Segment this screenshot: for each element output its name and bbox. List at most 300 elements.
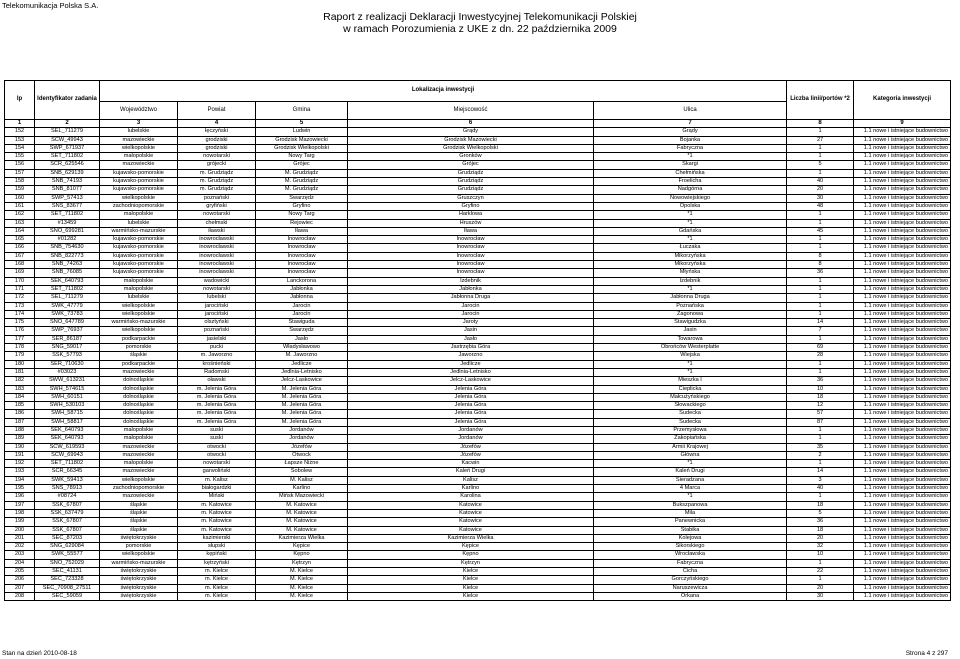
cell-ulica: Jabłonna Druga: [594, 294, 787, 302]
cell-id: SEC_59059: [35, 592, 100, 600]
cell-id: SNO_647789: [35, 319, 100, 327]
cell-ulica: Nadgórna: [594, 186, 787, 194]
cell-powiat: słupski: [178, 543, 256, 551]
cell-gmina: Jordanów: [256, 435, 348, 443]
cell-wojewodztwo: podkarpackie: [100, 360, 178, 368]
cell-lp: 162: [5, 211, 35, 219]
table-row: [5, 485, 951, 493]
cell-liczba: 36: [787, 377, 854, 385]
cell-ulica: Towarowa: [594, 335, 787, 343]
cell-liczba: 1: [787, 435, 854, 443]
table-row: [5, 468, 951, 476]
cell-powiat: m. Kielce: [178, 568, 256, 576]
column-number: 7: [594, 120, 787, 128]
cell-miejscowosc: Kielce: [348, 576, 594, 584]
table-row: [5, 518, 951, 526]
cell-powiat: m. Kielce: [178, 584, 256, 592]
table-row: [5, 476, 951, 484]
cell-ulica: Panewnicka: [594, 518, 787, 526]
report-title-line1: Raport z realizacji Deklaracji Inwestycyjnej Telekomunikacji Polskiej: [323, 11, 637, 23]
cell-liczba: 40: [787, 485, 854, 493]
cell-miejscowosc: Jelenia Góra: [348, 410, 594, 418]
cell-liczba: 18: [787, 526, 854, 534]
cell-kategoria: 1.1 nowe i istniejące budownictwo: [854, 319, 951, 327]
cell-kategoria: 1.1 nowe i istniejące budownictwo: [854, 327, 951, 335]
cell-gmina: Jarocin: [256, 302, 348, 310]
cell-kategoria: 1.1 nowe i istniejące budownictwo: [854, 219, 951, 227]
cell-miejscowosc: Inowrocław: [348, 244, 594, 252]
cell-powiat: m. Jelenia Góra: [178, 418, 256, 426]
table-row: [5, 559, 951, 567]
table-row: [5, 269, 951, 277]
cell-lp: 199: [5, 518, 35, 526]
cell-id: SWH_60151: [35, 393, 100, 401]
cell-wojewodztwo: świętokrzyskie: [100, 592, 178, 600]
cell-ulica: Mila: [594, 509, 787, 517]
cell-kategoria: 1.1 nowe i istniejące budownictwo: [854, 144, 951, 152]
cell-id: SCW_49943: [35, 136, 100, 144]
cell-lp: 186: [5, 410, 35, 418]
table-row: [5, 277, 951, 285]
cell-powiat: poznański: [178, 327, 256, 335]
table-row: [5, 584, 951, 592]
cell-wojewodztwo: kujawsko-pomorskie: [100, 186, 178, 194]
cell-gmina: Grodzisk Mazowiecki: [256, 136, 348, 144]
cell-kategoria: 1.1 nowe i istniejące budownictwo: [854, 393, 951, 401]
cell-wojewodztwo: małopolskie: [100, 426, 178, 434]
cell-gmina: M. Jelenia Góra: [256, 410, 348, 418]
cell-powiat: kazimierski: [178, 534, 256, 542]
cell-wojewodztwo: dolnośląskie: [100, 385, 178, 393]
cell-wojewodztwo: dolnośląskie: [100, 393, 178, 401]
investment-table: [4, 80, 951, 601]
cell-id: SEK_640793: [35, 426, 100, 434]
cell-kategoria: 1.1 nowe i istniejące budownictwo: [854, 294, 951, 302]
cell-lp: 182: [5, 377, 35, 385]
table-row: [5, 576, 951, 584]
cell-gmina: Mińsk Mazowiecki: [256, 493, 348, 501]
cell-id: SET_711802: [35, 285, 100, 293]
cell-gmina: M. Jaworzno: [256, 352, 348, 360]
table-row: [5, 410, 951, 418]
cell-kategoria: 1.1 nowe i istniejące budownictwo: [854, 526, 951, 534]
cell-id: SNB_81077: [35, 186, 100, 194]
report-title: [0, 11, 960, 35]
cell-wojewodztwo: mazowieckie: [100, 161, 178, 169]
cell-kategoria: 1.1 nowe i istniejące budownictwo: [854, 285, 951, 293]
cell-gmina: Inowrocław: [256, 269, 348, 277]
table-row: [5, 178, 951, 186]
header-gmina: Gmina: [256, 102, 348, 120]
header-wojewodztwo: Województwo: [100, 102, 178, 120]
cell-kategoria: 1.1 nowe i istniejące budownictwo: [854, 261, 951, 269]
cell-miejscowosc: Gronków: [348, 153, 594, 161]
cell-powiat: m. Jelenia Góra: [178, 385, 256, 393]
header-lokalizacja: Lokalizacja inwestycji: [100, 81, 787, 102]
table-row: [5, 335, 951, 343]
cell-powiat: m. Jelenia Góra: [178, 393, 256, 401]
cell-lp: 205: [5, 568, 35, 576]
cell-powiat: oławski: [178, 377, 256, 385]
cell-gmina: Lanckorona: [256, 277, 348, 285]
cell-lp: 170: [5, 277, 35, 285]
cell-powiat: m. Kielce: [178, 592, 256, 600]
cell-wojewodztwo: małopolskie: [100, 211, 178, 219]
cell-liczba: 1: [787, 219, 854, 227]
header-ulica: Ulica: [594, 102, 787, 120]
cell-gmina: Jedlicze: [256, 360, 348, 368]
cell-liczba: 14: [787, 468, 854, 476]
cell-liczba: 40: [787, 178, 854, 186]
cell-lp: 156: [5, 161, 35, 169]
cell-gmina: M. Kielce: [256, 568, 348, 576]
cell-id: SEC_87203: [35, 534, 100, 542]
cell-powiat: m. Katowice: [178, 526, 256, 534]
cell-id: SEL_711279: [35, 294, 100, 302]
cell-miejscowosc: Kielce: [348, 568, 594, 576]
cell-lp: 176: [5, 327, 35, 335]
cell-powiat: otwocki: [178, 443, 256, 451]
cell-id: #13459: [35, 219, 100, 227]
cell-gmina: M. Jelenia Góra: [256, 385, 348, 393]
cell-kategoria: 1.1 nowe i istniejące budownictwo: [854, 451, 951, 459]
table-row: [5, 344, 951, 352]
cell-ulica: Mikorzyńska: [594, 252, 787, 260]
cell-liczba: 5: [787, 509, 854, 517]
cell-gmina: Sobolew: [256, 468, 348, 476]
cell-id: SER_710630: [35, 360, 100, 368]
table-row: [5, 310, 951, 318]
cell-liczba: 48: [787, 202, 854, 210]
cell-miejscowosc: Grądy: [348, 128, 594, 136]
cell-powiat: grójecki: [178, 161, 256, 169]
cell-powiat: jarociński: [178, 302, 256, 310]
cell-id: SNB_629139: [35, 169, 100, 177]
cell-gmina: Józefów: [256, 443, 348, 451]
cell-gmina: M. Jelenia Góra: [256, 418, 348, 426]
cell-wojewodztwo: świętokrzyskie: [100, 534, 178, 542]
cell-powiat: poznański: [178, 194, 256, 202]
cell-kategoria: 1.1 nowe i istniejące budownictwo: [854, 344, 951, 352]
cell-liczba: 30: [787, 194, 854, 202]
cell-lp: 191: [5, 451, 35, 459]
cell-miejscowosc: Inowrocław: [348, 269, 594, 277]
table-row: [5, 236, 951, 244]
cell-wojewodztwo: pomorskie: [100, 344, 178, 352]
cell-kategoria: 1.1 nowe i istniejące budownictwo: [854, 584, 951, 592]
cell-wojewodztwo: świętokrzyskie: [100, 584, 178, 592]
cell-lp: 204: [5, 559, 35, 567]
cell-ulica: Chełmińska: [594, 169, 787, 177]
header-id: Identyfikator zadania: [35, 81, 100, 120]
cell-wojewodztwo: mazowieckie: [100, 136, 178, 144]
cell-lp: 166: [5, 244, 35, 252]
header-liczba: Liczba linii/portów *2: [787, 81, 854, 120]
cell-ulica: Mikorzyńska: [594, 261, 787, 269]
cell-gmina: M. Grudziądz: [256, 186, 348, 194]
cell-id: SET_711802: [35, 153, 100, 161]
cell-id: SSK_57793: [35, 352, 100, 360]
cell-id: SNO_699281: [35, 227, 100, 235]
cell-lp: 187: [5, 418, 35, 426]
cell-miejscowosc: Hruszów: [348, 219, 594, 227]
cell-gmina: Jarocin: [256, 310, 348, 318]
cell-miejscowosc: Jelenia Góra: [348, 402, 594, 410]
cell-liczba: 1: [787, 310, 854, 318]
cell-lp: 184: [5, 393, 35, 401]
cell-liczba: 1: [787, 236, 854, 244]
cell-lp: 160: [5, 194, 35, 202]
cell-miejscowosc: Grudziądz: [348, 178, 594, 186]
cell-gmina: M. Kielce: [256, 576, 348, 584]
cell-miejscowosc: Karolina: [348, 493, 594, 501]
cell-kategoria: 1.1 nowe i istniejące budownictwo: [854, 236, 951, 244]
cell-wojewodztwo: mazowieckie: [100, 493, 178, 501]
cell-wojewodztwo: warmińsko-mazurskie: [100, 319, 178, 327]
cell-gmina: Nowy Targ: [256, 211, 348, 219]
cell-kategoria: 1.1 nowe i istniejące budownictwo: [854, 385, 951, 393]
cell-powiat: jasielski: [178, 335, 256, 343]
cell-kategoria: 1.1 nowe i istniejące budownictwo: [854, 468, 951, 476]
cell-ulica: *1: [594, 219, 787, 227]
cell-miejscowosc: Jelenia Góra: [348, 393, 594, 401]
cell-wojewodztwo: zachodniopomorskie: [100, 202, 178, 210]
cell-miejscowosc: Jastrzębia Góra: [348, 344, 594, 352]
table-row: [5, 211, 951, 219]
cell-gmina: Kazimierza Wielka: [256, 534, 348, 542]
cell-powiat: suski: [178, 426, 256, 434]
cell-gmina: M. Kielce: [256, 592, 348, 600]
cell-liczba: 36: [787, 518, 854, 526]
table-row: [5, 426, 951, 434]
cell-gmina: Jasło: [256, 335, 348, 343]
cell-lp: 158: [5, 178, 35, 186]
cell-powiat: gryfiński: [178, 202, 256, 210]
cell-wojewodztwo: małopolskie: [100, 285, 178, 293]
cell-miejscowosc: Katowice: [348, 509, 594, 517]
table-row: [5, 144, 951, 152]
cell-gmina: M. Katowice: [256, 509, 348, 517]
column-number: 9: [854, 120, 951, 128]
cell-wojewodztwo: wielkopolskie: [100, 327, 178, 335]
cell-gmina: Rejowiec: [256, 219, 348, 227]
cell-powiat: m. Jelenia Góra: [178, 410, 256, 418]
table-row: [5, 153, 951, 161]
cell-miejscowosc: Jabłonka: [348, 285, 594, 293]
table-body: [5, 128, 951, 601]
cell-liczba: 1: [787, 294, 854, 302]
cell-liczba: 36: [787, 269, 854, 277]
cell-miejscowosc: Kacwin: [348, 460, 594, 468]
table-row: [5, 261, 951, 269]
cell-id: SWH_58715: [35, 410, 100, 418]
cell-wojewodztwo: pomorskie: [100, 543, 178, 551]
cell-wojewodztwo: lubelskie: [100, 294, 178, 302]
cell-lp: 168: [5, 261, 35, 269]
cell-ulica: Sudecka: [594, 418, 787, 426]
cell-powiat: krośnieński: [178, 360, 256, 368]
cell-ulica: Sieradzana: [594, 476, 787, 484]
table-row: [5, 368, 951, 376]
cell-ulica: *1: [594, 460, 787, 468]
cell-liczba: 1: [787, 360, 854, 368]
cell-liczba: 27: [787, 136, 854, 144]
cell-liczba: 1: [787, 460, 854, 468]
column-number: 8: [787, 120, 854, 128]
cell-liczba: 20: [787, 534, 854, 542]
cell-kategoria: 1.1 nowe i istniejące budownictwo: [854, 335, 951, 343]
cell-powiat: grodziski: [178, 136, 256, 144]
cell-wojewodztwo: kujawsko-pomorskie: [100, 269, 178, 277]
cell-id: SWP_57413: [35, 194, 100, 202]
cell-kategoria: 1.1 nowe i istniejące budownictwo: [854, 543, 951, 551]
cell-liczba: 1: [787, 559, 854, 567]
cell-miejscowosc: Kępno: [348, 551, 594, 559]
cell-liczba: 22: [787, 568, 854, 576]
cell-gmina: Swarzędz: [256, 194, 348, 202]
cell-ulica: Cicha: [594, 568, 787, 576]
cell-miejscowosc: Grójec: [348, 161, 594, 169]
cell-wojewodztwo: kujawsko-pomorskie: [100, 169, 178, 177]
cell-gmina: M. Kalisz: [256, 476, 348, 484]
column-number: 5: [256, 120, 348, 128]
cell-lp: 169: [5, 269, 35, 277]
cell-wojewodztwo: śląskie: [100, 352, 178, 360]
cell-ulica: Fabryczna: [594, 559, 787, 567]
table-row: [5, 244, 951, 252]
cell-id: SEC_70908_27511: [35, 584, 100, 592]
cell-lp: 190: [5, 443, 35, 451]
cell-wojewodztwo: małopolskie: [100, 153, 178, 161]
cell-kategoria: 1.1 nowe i istniejące budownictwo: [854, 178, 951, 186]
cell-kategoria: 1.1 nowe i istniejące budownictwo: [854, 518, 951, 526]
cell-wojewodztwo: śląskie: [100, 501, 178, 509]
cell-gmina: M. Jelenia Góra: [256, 393, 348, 401]
cell-wojewodztwo: podkarpackie: [100, 335, 178, 343]
cell-liczba: 1: [787, 302, 854, 310]
cell-lp: 208: [5, 592, 35, 600]
cell-lp: 188: [5, 426, 35, 434]
cell-id: SSK_67807: [35, 518, 100, 526]
cell-wojewodztwo: lubelskie: [100, 128, 178, 136]
cell-lp: 163: [5, 219, 35, 227]
cell-liczba: 57: [787, 410, 854, 418]
table-row: [5, 302, 951, 310]
cell-id: SCR_625546: [35, 161, 100, 169]
cell-liczba: 69: [787, 344, 854, 352]
cell-liczba: 1: [787, 244, 854, 252]
cell-lp: 175: [5, 319, 35, 327]
cell-miejscowosc: Kętrzyn: [348, 559, 594, 567]
cell-ulica: Łuczaka: [594, 244, 787, 252]
cell-liczba: 7: [787, 327, 854, 335]
cell-miejscowosc: Iława: [348, 227, 594, 235]
cell-ulica: Obrońców Westerplatte: [594, 344, 787, 352]
cell-kategoria: 1.1 nowe i istniejące budownictwo: [854, 576, 951, 584]
cell-wojewodztwo: małopolskie: [100, 460, 178, 468]
cell-lp: 181: [5, 368, 35, 376]
cell-powiat: jarociński: [178, 310, 256, 318]
cell-lp: 152: [5, 128, 35, 136]
cell-miejscowosc: Jaroty: [348, 319, 594, 327]
cell-miejscowosc: Kielce: [348, 592, 594, 600]
cell-id: SWH_58817: [35, 418, 100, 426]
cell-miejscowosc: Grodzisk Wielkopolski: [348, 144, 594, 152]
table-header: [5, 81, 951, 128]
cell-gmina: Grójec: [256, 161, 348, 169]
cell-id: SWH_530103: [35, 402, 100, 410]
cell-wojewodztwo: mazowieckie: [100, 443, 178, 451]
cell-lp: 185: [5, 402, 35, 410]
cell-ulica: *1: [594, 236, 787, 244]
cell-id: SWK_73783: [35, 310, 100, 318]
cell-gmina: Jordanów: [256, 426, 348, 434]
cell-miejscowosc: Harklowa: [348, 211, 594, 219]
table-row: [5, 551, 951, 559]
cell-gmina: Ludwin: [256, 128, 348, 136]
cell-kategoria: 1.1 nowe i istniejące budownictwo: [854, 476, 951, 484]
cell-ulica: Gorczyńskiego: [594, 576, 787, 584]
cell-powiat: m. Kalisz: [178, 476, 256, 484]
table-row: [5, 327, 951, 335]
cell-powiat: Radomski: [178, 368, 256, 376]
column-numbers-row: [5, 120, 951, 128]
cell-powiat: inowrocławski: [178, 269, 256, 277]
cell-liczba: 45: [787, 227, 854, 235]
cell-kategoria: 1.1 nowe i istniejące budownictwo: [854, 352, 951, 360]
table-row: [5, 534, 951, 542]
table-row: [5, 161, 951, 169]
cell-id: #01282: [35, 236, 100, 244]
table-row: [5, 360, 951, 368]
cell-lp: 203: [5, 551, 35, 559]
cell-miejscowosc: Jedlnia-Letnisko: [348, 368, 594, 376]
cell-lp: 200: [5, 526, 35, 534]
cell-ulica: Wrocławska: [594, 551, 787, 559]
cell-lp: 161: [5, 202, 35, 210]
cell-ulica: Bukszpanowa: [594, 501, 787, 509]
cell-ulica: Gdańska: [594, 227, 787, 235]
cell-gmina: Jelcz-Laskowice: [256, 377, 348, 385]
cell-ulica: *1: [594, 285, 787, 293]
cell-lp: 155: [5, 153, 35, 161]
cell-powiat: suski: [178, 435, 256, 443]
table-row: [5, 451, 951, 459]
cell-liczba: 1: [787, 128, 854, 136]
column-number: 2: [35, 120, 100, 128]
cell-miejscowosc: Inowrocław: [348, 236, 594, 244]
cell-lp: 177: [5, 335, 35, 343]
cell-wojewodztwo: kujawsko-pomorskie: [100, 236, 178, 244]
cell-lp: 165: [5, 236, 35, 244]
cell-liczba: 12: [787, 402, 854, 410]
cell-ulica: Froelicha: [594, 178, 787, 186]
header-powiat: Powiat: [178, 102, 256, 120]
cell-id: SEC_723328: [35, 576, 100, 584]
cell-kategoria: 1.1 nowe i istniejące budownictwo: [854, 202, 951, 210]
cell-miejscowosc: Gryfino: [348, 202, 594, 210]
cell-id: SSK_67807: [35, 501, 100, 509]
cell-ulica: Młyńska: [594, 269, 787, 277]
cell-wojewodztwo: śląskie: [100, 518, 178, 526]
column-number: 6: [348, 120, 594, 128]
cell-ulica: Przemysłowa: [594, 426, 787, 434]
cell-id: SWK_47779: [35, 302, 100, 310]
cell-ulica: Słowackiego: [594, 402, 787, 410]
cell-id: SET_711802: [35, 460, 100, 468]
cell-powiat: inowrocławski: [178, 236, 256, 244]
cell-lp: 167: [5, 252, 35, 260]
